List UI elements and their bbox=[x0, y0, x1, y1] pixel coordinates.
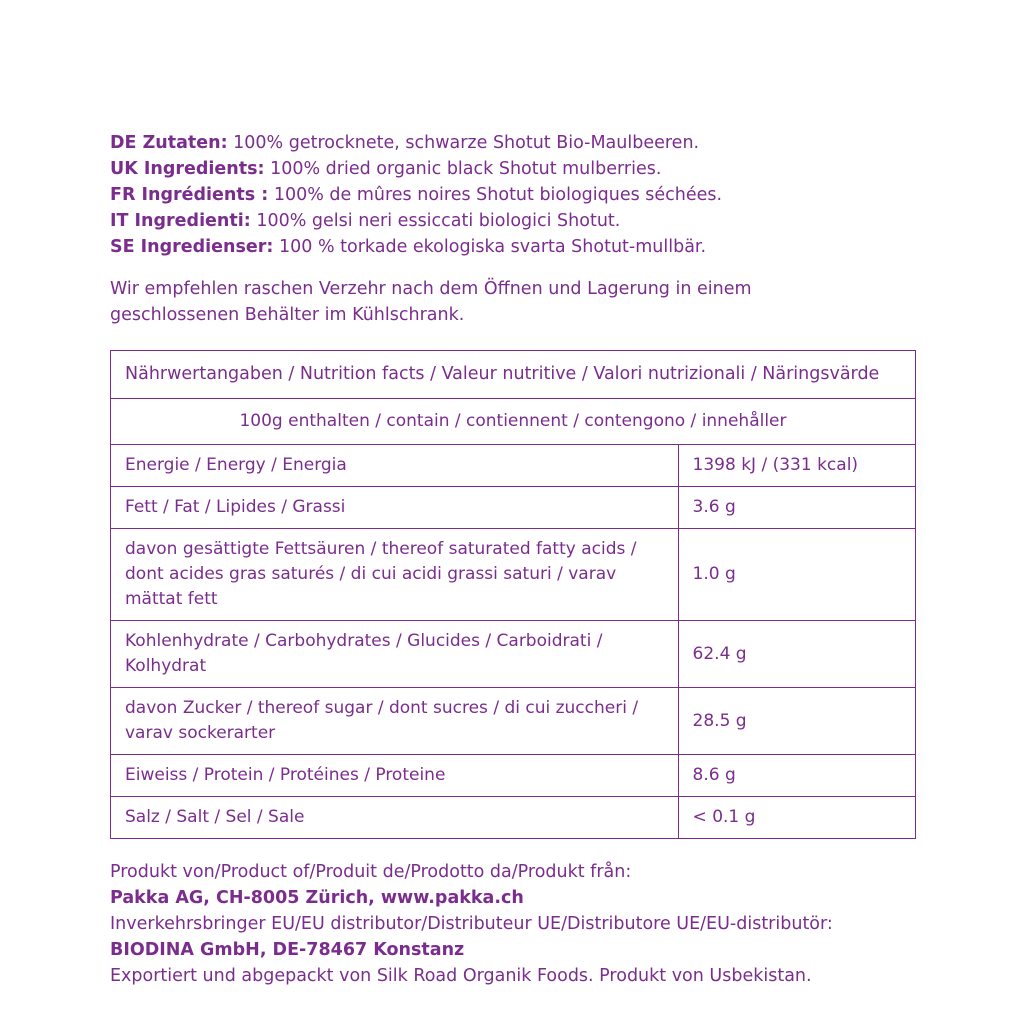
ingredient-lang-uk: UK Ingredients: bbox=[110, 159, 265, 179]
ingredient-line-de bbox=[110, 130, 914, 156]
ingredient-lang-fr: FR Ingrédients : bbox=[110, 185, 269, 205]
table-row bbox=[111, 529, 916, 621]
nutrition-value-fat: 3.6 g bbox=[678, 487, 915, 529]
nutrition-facts-table bbox=[110, 350, 916, 839]
ingredient-text-fr: 100% de mûres noires Shotut biologiques séchées. bbox=[268, 185, 723, 205]
ingredient-lang-de: DE Zutaten: bbox=[110, 133, 228, 153]
nutrition-label-salt: Salz / Salt / Sel / Sale bbox=[111, 797, 679, 839]
table-row bbox=[111, 487, 916, 529]
nutrition-value-saturated-fat: 1.0 g bbox=[678, 529, 915, 621]
nutrition-value-sugar: 28.5 g bbox=[678, 688, 915, 755]
nutrition-label-sugar: davon Zucker / thereof sugar / dont sucres / di cui zuccheri / varav sockerarter bbox=[111, 688, 679, 755]
table-row-header bbox=[111, 351, 916, 399]
storage-note: Wir empfehlen raschen Verzehr nach dem Öffnen und Lagerung in einem geschlossenen Behälter im Kühlschrank. bbox=[110, 279, 752, 325]
ingredient-line-se bbox=[110, 234, 914, 260]
ingredient-text-se: 100 % torkade ekologiska svarta Shotut-mullbär. bbox=[273, 237, 707, 257]
nutrition-value-salt: < 0.1 g bbox=[678, 797, 915, 839]
table-row bbox=[111, 755, 916, 797]
ingredients-block bbox=[110, 130, 914, 260]
ingredient-lang-it: IT Ingredienti: bbox=[110, 211, 251, 231]
ingredient-text-it: 100% gelsi neri essiccati biologici Shotut. bbox=[250, 211, 621, 231]
ingredient-line-uk bbox=[110, 156, 914, 182]
distributor-name: BIODINA GmbH, DE-78467 Konstanz bbox=[110, 940, 465, 960]
nutrition-value-protein: 8.6 g bbox=[678, 755, 915, 797]
ingredient-lang-se: SE Ingredienser: bbox=[110, 237, 274, 257]
ingredient-line-fr bbox=[110, 182, 914, 208]
table-row bbox=[111, 445, 916, 487]
producer-label: Produkt von/Product of/Produit de/Prodotto da/Produkt från: bbox=[110, 862, 632, 882]
footer-block bbox=[110, 859, 914, 989]
export-note: Exportiert und abgepackt von Silk Road Organik Foods. Produkt von Usbekistan. bbox=[110, 966, 812, 986]
table-row bbox=[111, 621, 916, 688]
nutrition-label-protein: Eiweiss / Protein / Protéines / Proteine bbox=[111, 755, 679, 797]
ingredient-text-de: 100% getrocknete, schwarze Shotut Bio-Maulbeeren. bbox=[227, 133, 700, 153]
nutrition-label-saturated-fat: davon gesättigte Fettsäuren / thereof saturated fatty acids / dont acides gras saturés / di cui acidi grassi saturi / varav mättat fett bbox=[111, 529, 679, 621]
ingredient-line-it bbox=[110, 208, 914, 234]
producer-name: Pakka AG, CH-8005 Zürich, www.pakka.ch bbox=[110, 888, 524, 908]
nutrition-basis: 100g enthalten / contain / contiennent / contengono / innehåller bbox=[111, 399, 916, 445]
nutrition-table-header: Nährwertangaben / Nutrition facts / Valeur nutritive / Valori nutrizionali / Näringsvärde bbox=[111, 351, 916, 399]
ingredient-text-uk: 100% dried organic black Shotut mulberries. bbox=[264, 159, 662, 179]
nutrition-label-energy: Energie / Energy / Energia bbox=[111, 445, 679, 487]
nutrition-label-carbohydrates: Kohlenhydrate / Carbohydrates / Glucides / Carboidrati / Kolhydrat bbox=[111, 621, 679, 688]
table-row bbox=[111, 797, 916, 839]
nutrition-label-fat: Fett / Fat / Lipides / Grassi bbox=[111, 487, 679, 529]
nutrition-value-energy: 1398 kJ / (331 kcal) bbox=[678, 445, 915, 487]
table-row bbox=[111, 688, 916, 755]
distributor-label: Inverkehrsbringer EU/EU distributor/Distributeur UE/Distributore UE/EU-distributör: bbox=[110, 914, 833, 934]
nutrition-value-carbohydrates: 62.4 g bbox=[678, 621, 915, 688]
table-row-basis bbox=[111, 399, 916, 445]
